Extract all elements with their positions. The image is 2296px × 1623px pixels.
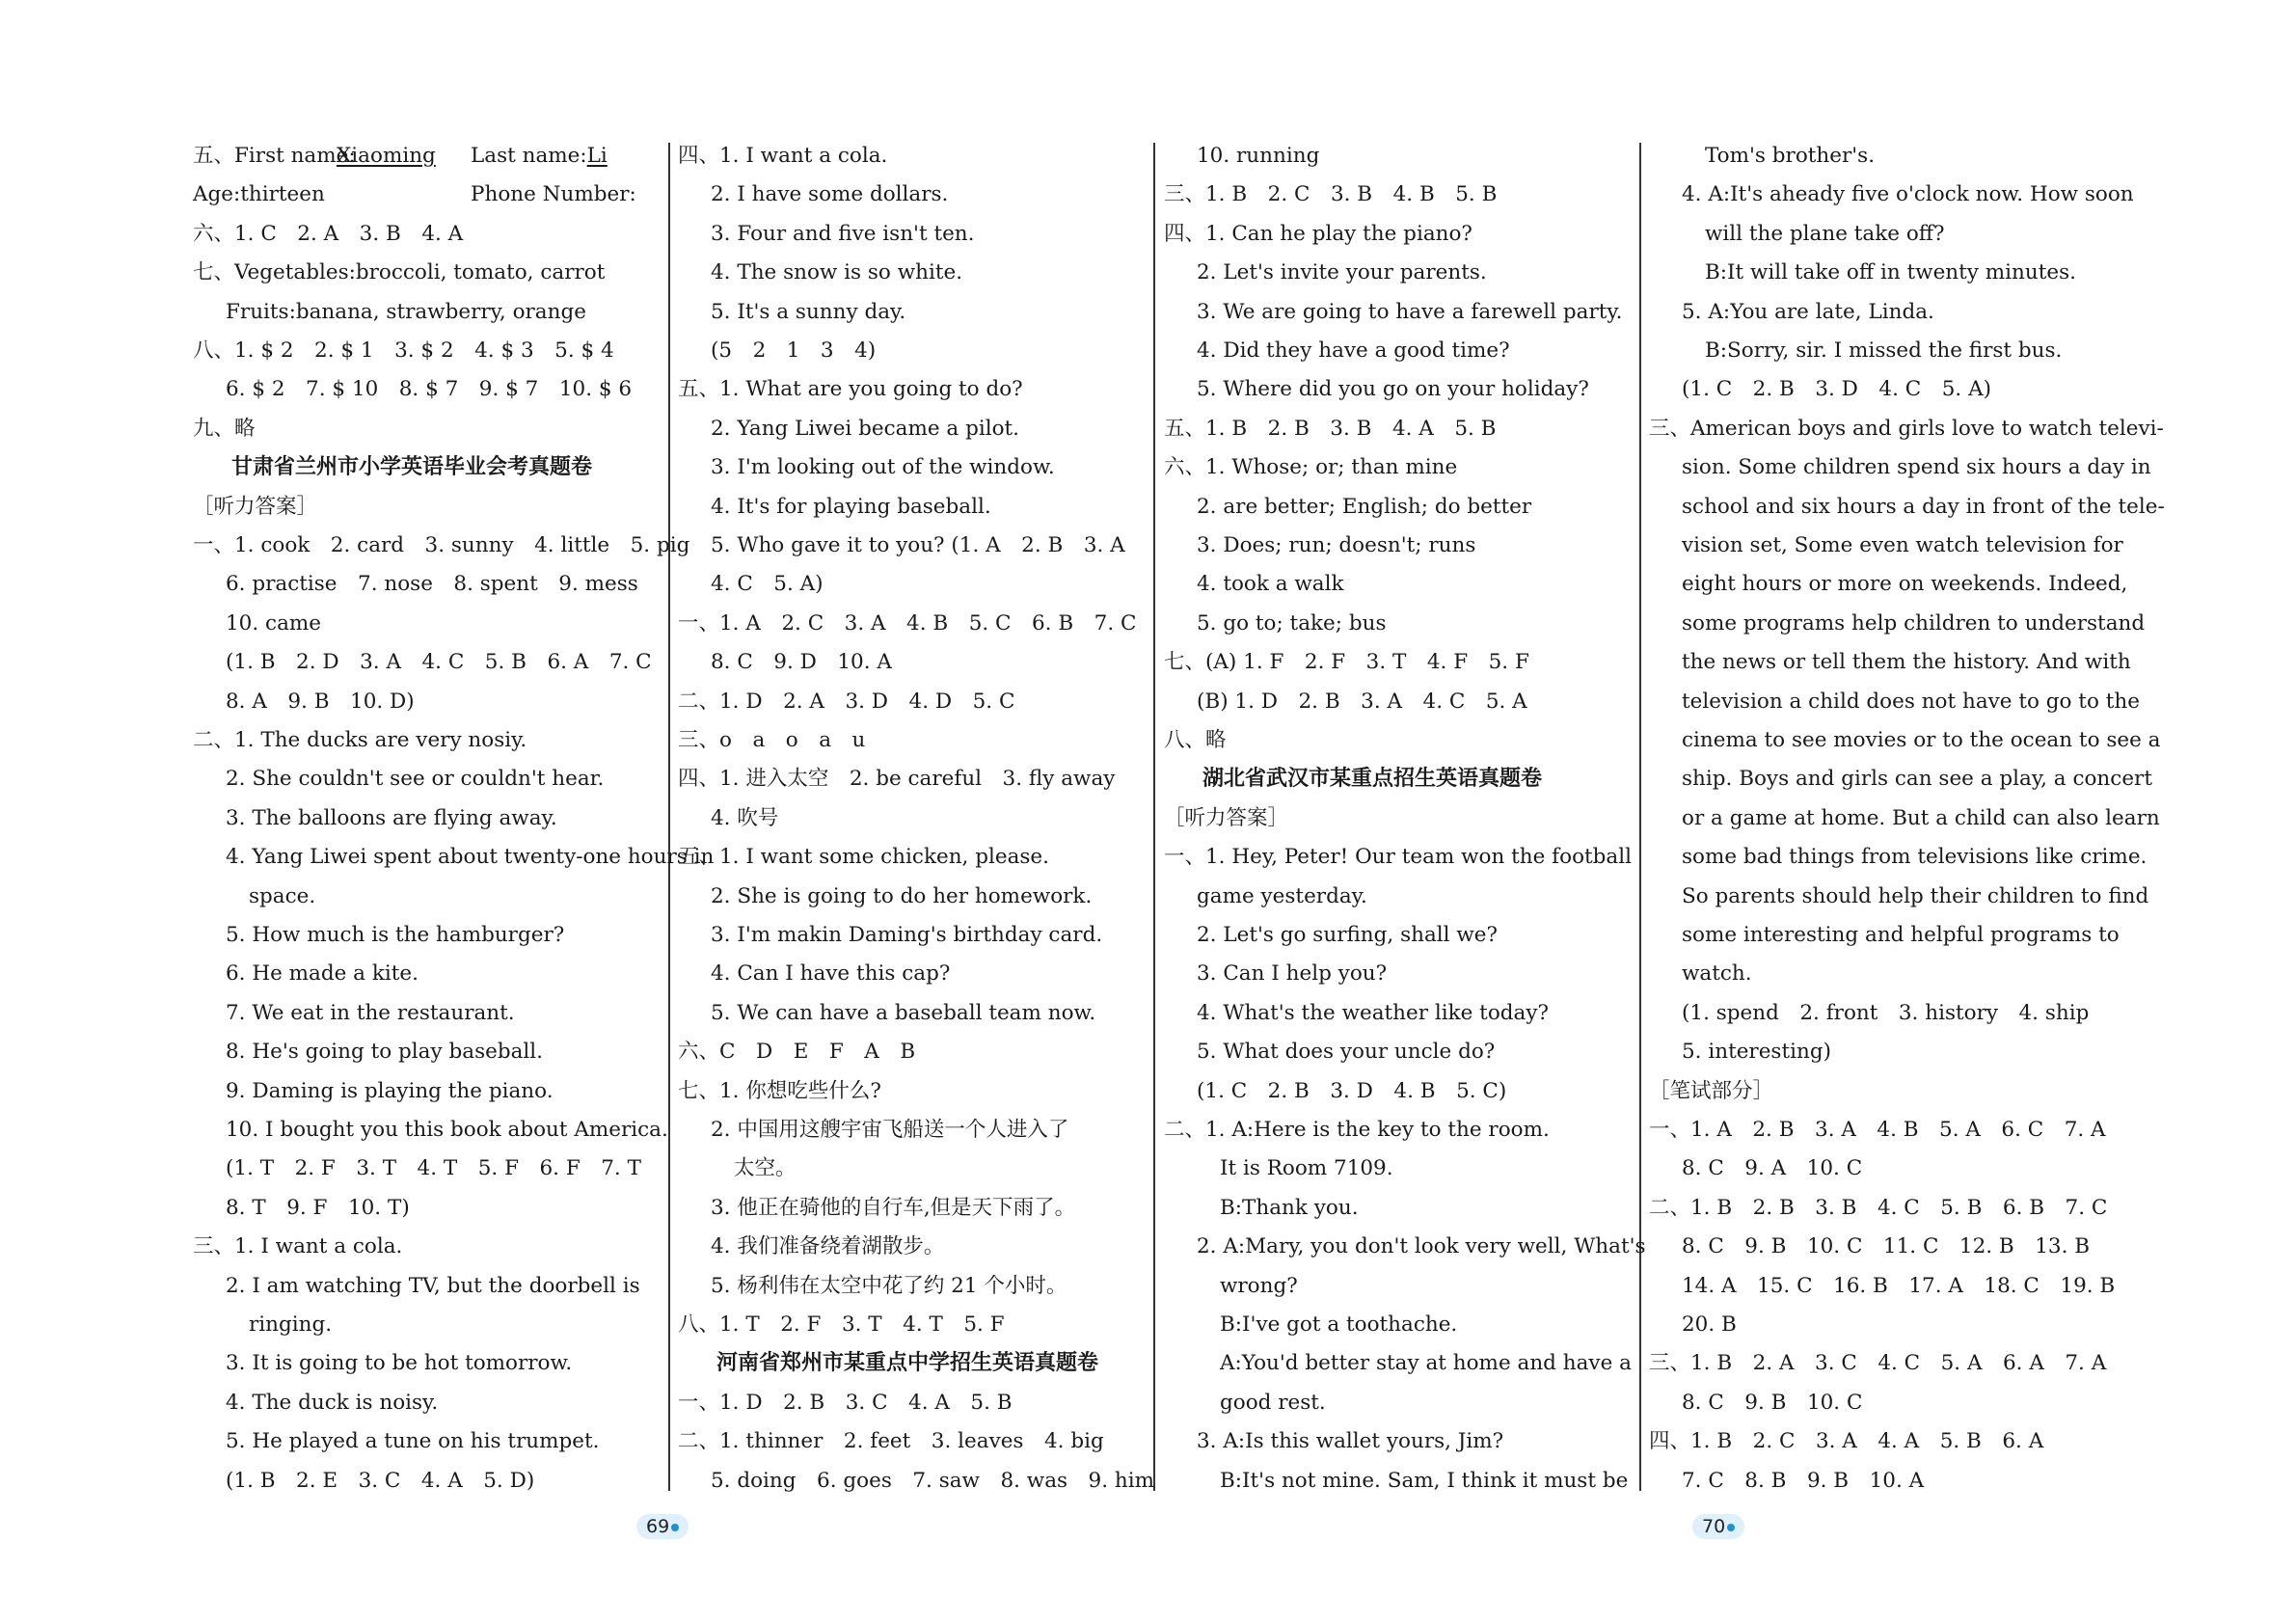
answer-line: watch.: [1682, 961, 1752, 987]
answer-line: So parents should help their children to find: [1682, 883, 2149, 908]
answer-line: 四、1. B 2. C 3. A 4. A 5. B 6. A: [1649, 1429, 2044, 1454]
answer-line: space.: [249, 883, 316, 908]
answer-line: 3. Can I help you?: [1197, 961, 1388, 987]
answer-line: ［听力答案］: [1164, 805, 1289, 830]
answer-line: 八、1. T 2. F 3. T 4. T 5. F: [678, 1312, 1005, 1337]
answer-line: 七、(A) 1. F 2. F 3. T 4. F 5. F: [1164, 650, 1529, 675]
answer-line: 2. She couldn't see or couldn't hear.: [226, 767, 605, 792]
answer-line: 2. Yang Liwei became a pilot.: [711, 416, 1020, 441]
answer-line: wrong?: [1220, 1273, 1298, 1298]
answer-line: 4. What's the weather like today?: [1197, 1000, 1550, 1025]
column-divider: [1153, 143, 1155, 1491]
answer-line: (1. C 2. B 3. D 4. B 5. C): [1197, 1078, 1507, 1103]
answer-line: A:You'd better stay at home and have a: [1220, 1351, 1632, 1376]
answer-line: ［听力答案］: [193, 494, 318, 519]
answer-line: 一、1. A 2. C 3. A 4. B 5. C 6. B 7. C: [678, 610, 1137, 636]
answer-line: 8. C 9. D 10. A: [711, 650, 892, 675]
answer-line: 二、1. D 2. A 3. D 4. D 5. C: [678, 689, 1015, 714]
answer-line: B:Sorry, sir. I missed the first bus.: [1705, 338, 2063, 363]
answer-line: 三、1. B 2. A 3. C 4. C 5. A 6. A 7. A: [1649, 1351, 2107, 1376]
last-name-label: Last name:Li: [471, 144, 608, 168]
answer-line: 5. He played a tune on his trumpet.: [226, 1429, 600, 1454]
answer-line: 10. came: [226, 610, 321, 636]
answer-line: 3. I'm makin Daming's birthday card.: [711, 923, 1103, 947]
column-divider: [668, 143, 670, 1491]
answer-line: 10. running: [1197, 144, 1320, 168]
first-name-value: Xiaoming: [337, 144, 436, 168]
answer-line: 二、1. A:Here is the key to the room.: [1164, 1118, 1550, 1142]
answer-line: 14. A 15. C 16. B 17. A 18. C 19. B: [1682, 1273, 2116, 1298]
answer-line: 4. Did they have a good time?: [1197, 338, 1510, 363]
answer-line: 二、1. B 2. B 3. B 4. C 5. B 6. B 7. C: [1649, 1195, 2108, 1220]
answer-line: Fruits:banana, strawberry, orange: [226, 299, 586, 324]
section-title: 甘肃省兰州市小学英语毕业会考真题卷: [231, 455, 593, 480]
answer-line: 五、1. B 2. B 3. B 4. A 5. B: [1164, 416, 1497, 441]
answer-line: good rest.: [1220, 1390, 1326, 1415]
page-number-right: 70: [1692, 1514, 1744, 1539]
answer-line: some programs help children to understand: [1682, 610, 2146, 636]
section-title: 湖北省武汉市某重点招生英语真题卷: [1202, 767, 1543, 792]
column-divider: [1639, 143, 1641, 1491]
answer-line: 六、C D E F A B: [678, 1040, 916, 1065]
answer-line: 5. interesting): [1682, 1040, 1831, 1065]
answer-line: 三、1. I want a cola.: [193, 1234, 403, 1259]
answer-line: 7. We eat in the restaurant.: [226, 1000, 515, 1025]
answer-line: 一、1. Hey, Peter! Our team won the football: [1164, 845, 1632, 870]
answer-line: 8. C 9. B 10. C 11. C 12. B 13. B: [1682, 1234, 2091, 1259]
answer-line: 8. A 9. B 10. D): [226, 689, 415, 714]
answer-line: 一、1. D 2. B 3. C 4. A 5. B: [678, 1390, 1013, 1415]
section-title: 河南省郑州市某重点中学招生英语真题卷: [716, 1351, 1099, 1376]
answer-line: 二、1. The ducks are very nosiy.: [193, 728, 527, 752]
answer-line: television a child does not have to go to the: [1682, 689, 2140, 714]
answer-line: 2. I have some dollars.: [711, 182, 949, 207]
answer-line: (1. spend 2. front 3. history 4. ship: [1682, 1000, 2090, 1025]
answer-line: 一、1. A 2. B 3. A 4. B 5. A 6. C 7. A: [1649, 1118, 2106, 1142]
answer-line: 八、略: [1164, 728, 1227, 752]
answer-line: 2. 中国用这艘宇宙飞船送一个人进入了: [711, 1118, 1069, 1142]
answer-line: 3. A:Is this wallet yours, Jim?: [1197, 1429, 1504, 1454]
answer-line: 2. Let's invite your parents.: [1197, 260, 1487, 285]
answer-line: 4. It's for playing baseball.: [711, 494, 991, 519]
answer-line: 六、1. C 2. A 3. B 4. A: [193, 221, 464, 246]
answer-line: (1. T 2. F 3. T 4. T 5. F 6. F 7. T: [226, 1156, 641, 1181]
answer-line: It is Room 7109.: [1220, 1156, 1393, 1181]
answer-line: ringing.: [249, 1312, 333, 1337]
answer-line: 4. A:It's aheady five o'clock now. How soon: [1682, 182, 2134, 207]
answer-line: 2. are better; English; do better: [1197, 494, 1532, 519]
answer-line: the news or tell them the history. And with: [1682, 650, 2131, 675]
answer-line: 太空。: [734, 1156, 797, 1181]
answer-line: 4. Yang Liwei spent about twenty-one hours in: [226, 845, 715, 870]
answer-line: some bad things from televisions like crime.: [1682, 845, 2147, 870]
answer-line: 三、1. B 2. C 3. B 4. B 5. B: [1164, 182, 1498, 207]
answer-line: 四、1. I want a cola.: [678, 144, 888, 168]
answer-line: 2. I am watching TV, but the doorbell is: [226, 1273, 640, 1298]
answer-line: 8. C 9. A 10. C: [1682, 1156, 1863, 1181]
answer-line: sion. Some children spend six hours a day in: [1682, 455, 2151, 480]
answer-line: 八、1. $ 2 2. $ 1 3. $ 2 4. $ 3 5. $ 4: [193, 338, 614, 363]
answer-line: 4. The duck is noisy.: [226, 1390, 439, 1415]
answer-line: 2. Let's go surfing, shall we?: [1197, 923, 1499, 947]
answer-line: 4. 吹号: [711, 805, 779, 830]
answer-line: 一、1. cook 2. card 3. sunny 4. little 5. pig: [193, 533, 690, 557]
answer-line: will the plane take off?: [1705, 221, 1945, 246]
answer-line: (5 2 1 3 4): [711, 338, 877, 363]
answer-line: B:It will take off in twenty minutes.: [1705, 260, 2076, 285]
answer-line: 5. 杨利伟在太空中花了约 21 个小时。: [711, 1273, 1067, 1298]
answer-line: 4. C 5. A): [711, 572, 824, 597]
page-number-left: 69: [636, 1514, 689, 1539]
answer-line: 2. A:Mary, you don't look very well, What's: [1197, 1234, 1646, 1259]
answer-line: ship. Boys and girls can see a play, a concert: [1682, 767, 2152, 792]
answer-line: 三、o a o a u: [678, 728, 866, 752]
answer-line: B:It's not mine. Sam, I think it must be: [1220, 1468, 1629, 1493]
answer-line: 2. She is going to do her homework.: [711, 883, 1093, 908]
answer-line: 二、1. thinner 2. feet 3. leaves 4. big: [678, 1429, 1104, 1454]
answer-line: vision set, Some even watch television for: [1682, 533, 2123, 557]
answer-line: 五、First name:: [193, 144, 356, 168]
answer-line: (1. B 2. E 3. C 4. A 5. D): [226, 1468, 535, 1493]
answer-line: 7. C 8. B 9. B 10. A: [1682, 1468, 1925, 1493]
answer-line: B:Thank you.: [1220, 1195, 1359, 1220]
answer-line: (1. B 2. D 3. A 4. C 5. B 6. A 7. C: [226, 650, 652, 675]
answer-line: 5. What does your uncle do?: [1197, 1040, 1496, 1065]
answer-line: 8. He's going to play baseball.: [226, 1040, 543, 1065]
answer-line: (B) 1. D 2. B 3. A 4. C 5. A: [1197, 689, 1527, 714]
answer-line: Tom's brother's.: [1705, 144, 1876, 168]
answer-line: or a game at home. But a child can also learn: [1682, 805, 2160, 830]
answer-line: B:I've got a toothache.: [1220, 1312, 1458, 1337]
answer-line: eight hours or more on weekends. Indeed,: [1682, 572, 2128, 597]
answer-line: 8. C 9. B 10. C: [1682, 1390, 1863, 1415]
answer-line: 七、Vegetables:broccoli, tomato, carrot: [193, 260, 606, 285]
answer-line: 5. doing 6. goes 7. saw 8. was 9. him: [711, 1468, 1155, 1493]
answer-line: 3. Four and five isn't ten.: [711, 221, 975, 246]
answer-line: 3. I'm looking out of the window.: [711, 455, 1055, 480]
answer-line: 5. A:You are late, Linda.: [1682, 299, 1934, 324]
answer-line: 6. practise 7. nose 8. spent 9. mess: [226, 572, 638, 597]
answer-line: ［笔试部分］: [1649, 1078, 1774, 1103]
answer-line: 3. The balloons are flying away.: [226, 805, 557, 830]
answer-line: 5. How much is the hamburger?: [226, 923, 565, 947]
answer-line: 4. took a walk: [1197, 572, 1344, 597]
answer-line: 3. 他正在骑他的自行车,但是天下雨了。: [711, 1195, 1076, 1220]
answer-line: 5. It's a sunny day.: [711, 299, 906, 324]
answer-line: 三、American boys and girls love to watch televi-: [1649, 416, 2164, 441]
answer-line: 四、1. Can he play the piano?: [1164, 221, 1472, 246]
answer-line: 5. go to; take; bus: [1197, 610, 1387, 636]
answer-line: 九、略: [193, 416, 256, 441]
answer-line: 6. $ 2 7. $ 10 8. $ 7 9. $ 7 10. $ 6: [226, 377, 633, 402]
answer-line: cinema to see movies or to the ocean to see a: [1682, 728, 2161, 752]
answer-line: 4. 我们准备绕着湖散步。: [711, 1234, 945, 1259]
answer-line: 3. It is going to be hot tomorrow.: [226, 1351, 573, 1376]
answer-line: 4. Can I have this cap?: [711, 961, 951, 987]
answer-line: 5. We can have a baseball team now.: [711, 1000, 1096, 1025]
answer-line: some interesting and helpful programs to: [1682, 923, 2120, 947]
answer-line: 3. We are going to have a farewell party.: [1197, 299, 1623, 324]
answer-line: 9. Daming is playing the piano.: [226, 1078, 554, 1103]
answer-line: 六、1. Whose; or; than mine: [1164, 455, 1458, 480]
answer-line: 四、1. 进入太空 2. be careful 3. fly away: [678, 767, 1116, 792]
answer-line: 3. Does; run; doesn't; runs: [1197, 533, 1476, 557]
answer-line: 8. T 9. F 10. T): [226, 1195, 410, 1220]
answer-line: 七、1. 你想吃些什么?: [678, 1078, 881, 1103]
answer-line: 20. B: [1682, 1312, 1737, 1337]
answer-line: 五、1. I want some chicken, please.: [678, 845, 1049, 870]
answer-line: game yesterday.: [1197, 883, 1367, 908]
answer-line: 10. I bought you this book about America.: [226, 1118, 668, 1142]
answer-line: Age:thirteen: [193, 182, 325, 207]
answer-line: 五、1. What are you going to do?: [678, 377, 1023, 402]
answer-line: school and six hours a day in front of the tele-: [1682, 494, 2165, 519]
answer-line: 5. Who gave it to you? (1. A 2. B 3. A: [711, 533, 1125, 557]
phone-number-label: Phone Number:: [471, 182, 636, 206]
answer-line: 6. He made a kite.: [226, 961, 419, 987]
answer-line: 4. The snow is so white.: [711, 260, 963, 285]
answer-line: (1. C 2. B 3. D 4. C 5. A): [1682, 377, 1991, 402]
answer-line: 5. Where did you go on your holiday?: [1197, 377, 1589, 402]
